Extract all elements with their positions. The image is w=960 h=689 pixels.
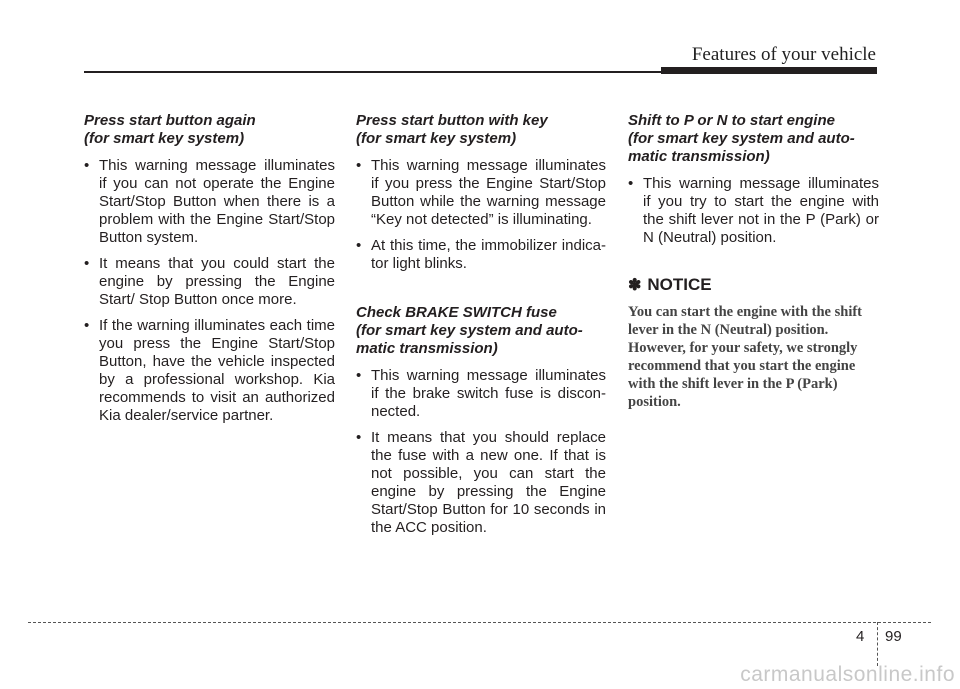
heading-line: (for smart key system) — [356, 130, 517, 147]
bullet-item: • This warning message illuminates if you can not operate the Engine Start/Stop Button when there is a problem with the Engine Start/Stop Button system. — [84, 157, 335, 246]
heading-line: Check BRAKE SWITCH fuse — [356, 304, 557, 321]
bullet-item: • This warning message illuminates if you try to start the engine with the shift lever not in the P (Park) or N (Neutral) position. — [628, 175, 879, 246]
section-heading-press-start-with-key — [356, 112, 606, 148]
heading-line: Press start button with key — [356, 112, 548, 129]
heading-line: (for smart key system) — [84, 130, 245, 147]
notice-heading — [628, 275, 879, 295]
bullet-text: It means that you could start the engine by pressing the Engine Start/ Stop Button once more. — [99, 255, 335, 308]
column-3 — [628, 112, 879, 411]
heading-line: Shift to P or N to start engine — [628, 112, 835, 129]
bullet-item: • It means that you should replace the fuse with a new one. If that is not possible, you can start the engine by pressing the Engine Start/Stop Button for 10 seconds in the ACC position. — [356, 429, 606, 536]
bullet-text: This warning message illuminates if the brake switch fuse is discon- nected. — [371, 367, 606, 420]
page-number-divider — [877, 622, 878, 666]
bullet-text: This warning message illuminates if you try to start the engine with the shift lever not in the P (Park) or N (Neutral) position. — [643, 175, 879, 246]
bullet-text: This warning message illuminates if you can not operate the Engine Start/Stop Button when there is a problem with the Engine Start/Stop Button system. — [99, 157, 335, 246]
bullet-text: It means that you should replace the fuse with a new one. If that is not possible, you can start the engine by pressing the Engine Start/Stop Button for 10 seconds in the ACC position. — [371, 429, 606, 536]
section-heading-press-start-again — [84, 112, 335, 148]
heading-line: (for smart key system and auto- — [356, 322, 583, 339]
notice-cross-icon: ✽ — [628, 277, 642, 294]
header-title: Features of your vehicle — [691, 44, 876, 65]
heading-line: Press start button again — [84, 112, 256, 129]
bullet-item: • This warning message illuminates if you press the Engine Start/Stop Button while the warning message “Key not detected” is illuminating. — [356, 157, 606, 228]
bullet-item: • At this time, the immobilizer indica- tor light blinks. — [356, 237, 606, 272]
chapter-number: 4 — [856, 628, 865, 645]
column-2 — [356, 112, 606, 545]
section-heading-check-brake-switch — [356, 304, 606, 358]
heading-line: matic transmission) — [356, 340, 498, 357]
header-rule — [84, 71, 661, 73]
page-number: 99 — [885, 628, 902, 645]
heading-line: matic transmission) — [628, 148, 770, 165]
bullet-text: At this time, the immobilizer indica- tor light blinks. — [371, 237, 606, 272]
bullet-item: • It means that you could start the engine by pressing the Engine Start/ Stop Button once more. — [84, 255, 335, 308]
bullet-item: • This warning message illuminates if the brake switch fuse is discon- nected. — [356, 367, 606, 420]
notice-title: NOTICE — [647, 275, 712, 294]
header-rule-accent — [661, 67, 877, 74]
bullet-item: • If the warning illuminates each time you press the Engine Start/Stop Button, have the vehicle inspected by a professional workshop. Kia recommends to visit an authorized Kia dealer/service partner. — [84, 317, 335, 424]
column-1 — [84, 112, 335, 433]
footer-rule — [28, 622, 931, 623]
bullet-text: If the warning illuminates each time you press the Engine Start/Stop Button, have the vehicle inspected by a professional workshop. Kia recommends to visit an authorized Kia dealer/service partner. — [99, 317, 335, 424]
notice-body: You can start the engine with the shift lever in the N (Neutral) position. However, for your safety, we strongly recommend that you start the engine with the shift lever in the P (Park) position. — [628, 304, 863, 410]
heading-line: (for smart key system and auto- — [628, 130, 855, 147]
section-heading-shift-to-p-or-n — [628, 112, 879, 166]
bullet-text: This warning message illuminates if you press the Engine Start/Stop Button while the warning message “Key not detected” is illuminating. — [371, 157, 606, 228]
watermark: carmanualsonline.info — [740, 663, 955, 686]
